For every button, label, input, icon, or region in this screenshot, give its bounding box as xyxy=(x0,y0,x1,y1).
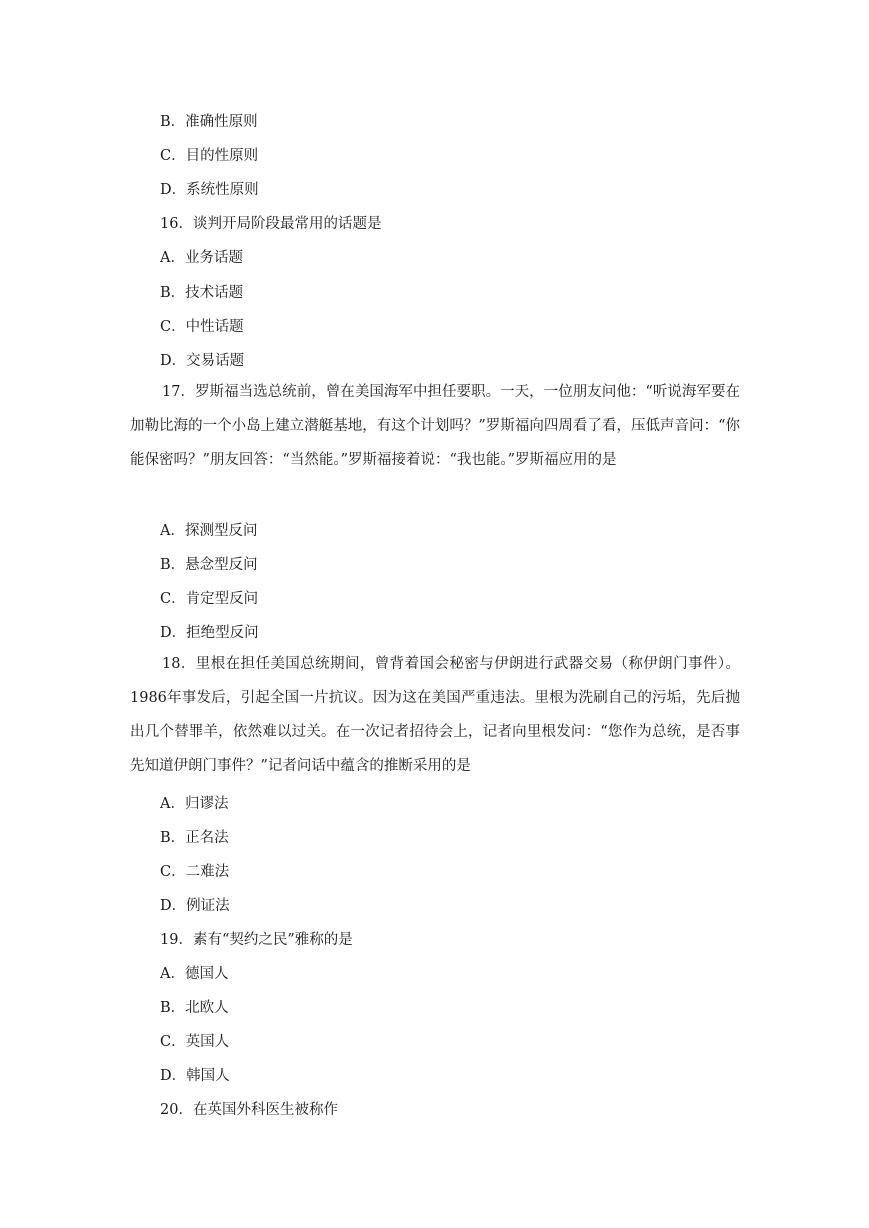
question-17-stem: 17．罗斯福当选总统前，曾在美国海军中担任要职。一天，一位朋友问他：“听说海军要在加勒比海的一个小岛上建立潜艇基地，有这个计划吗？”罗斯福向四周看了看，压低声音问：“你能保密吗？”朋友回答：“当然能。”罗斯福接着说：“我也能。”罗斯福应用的是 xyxy=(130,384,740,468)
question-19-stem: 19．素有“契约之民”雅称的是 xyxy=(160,932,353,948)
option-18-a: A．归谬法 xyxy=(160,796,229,812)
option-19-b: B．北欧人 xyxy=(160,1000,229,1016)
option-16-d: D．交易话题 xyxy=(160,353,245,369)
option-15-d: D．系统性原则 xyxy=(160,182,259,198)
option-17-c: C．肯定型反问 xyxy=(160,591,259,607)
option-19-c: C．英国人 xyxy=(160,1034,230,1050)
option-17-d: D．拒绝型反问 xyxy=(160,625,259,641)
option-15-c: C．目的性原则 xyxy=(160,148,259,164)
option-18-d: D．例证法 xyxy=(160,898,230,914)
option-16-b: B．技术话题 xyxy=(160,285,244,301)
option-16-a: A．业务话题 xyxy=(160,250,243,266)
question-20-stem: 20．在英国外科医生被称作 xyxy=(160,1102,338,1118)
option-17-b: B．悬念型反问 xyxy=(160,557,258,573)
question-16-stem: 16．谈判开局阶段最常用的话题是 xyxy=(160,216,382,232)
option-18-b: B．正名法 xyxy=(160,830,229,846)
option-18-c: C．二难法 xyxy=(160,864,230,880)
option-16-c: C．中性话题 xyxy=(160,319,244,335)
option-15-b: B．准确性原则 xyxy=(160,114,258,130)
option-17-a: A．探测型反问 xyxy=(160,523,258,539)
option-19-a: A．德国人 xyxy=(160,966,229,982)
question-18-stem: 18．里根在担任美国总统期间，曾背着国会秘密与伊朗进行武器交易（称伊朗门事件）。1986年事发后，引起全国一片抗议。因为这在美国严重违法。里根为洗刷自己的污垢，先后抛出几个替罪羊，依然难以过关。在一次记者招待会上，记者向里根发问：“您作为总统，是否事先知道伊朗门事件？”记者问话中蕴含的推断采用的是 xyxy=(130,656,740,774)
option-19-d: D．韩国人 xyxy=(160,1068,230,1084)
